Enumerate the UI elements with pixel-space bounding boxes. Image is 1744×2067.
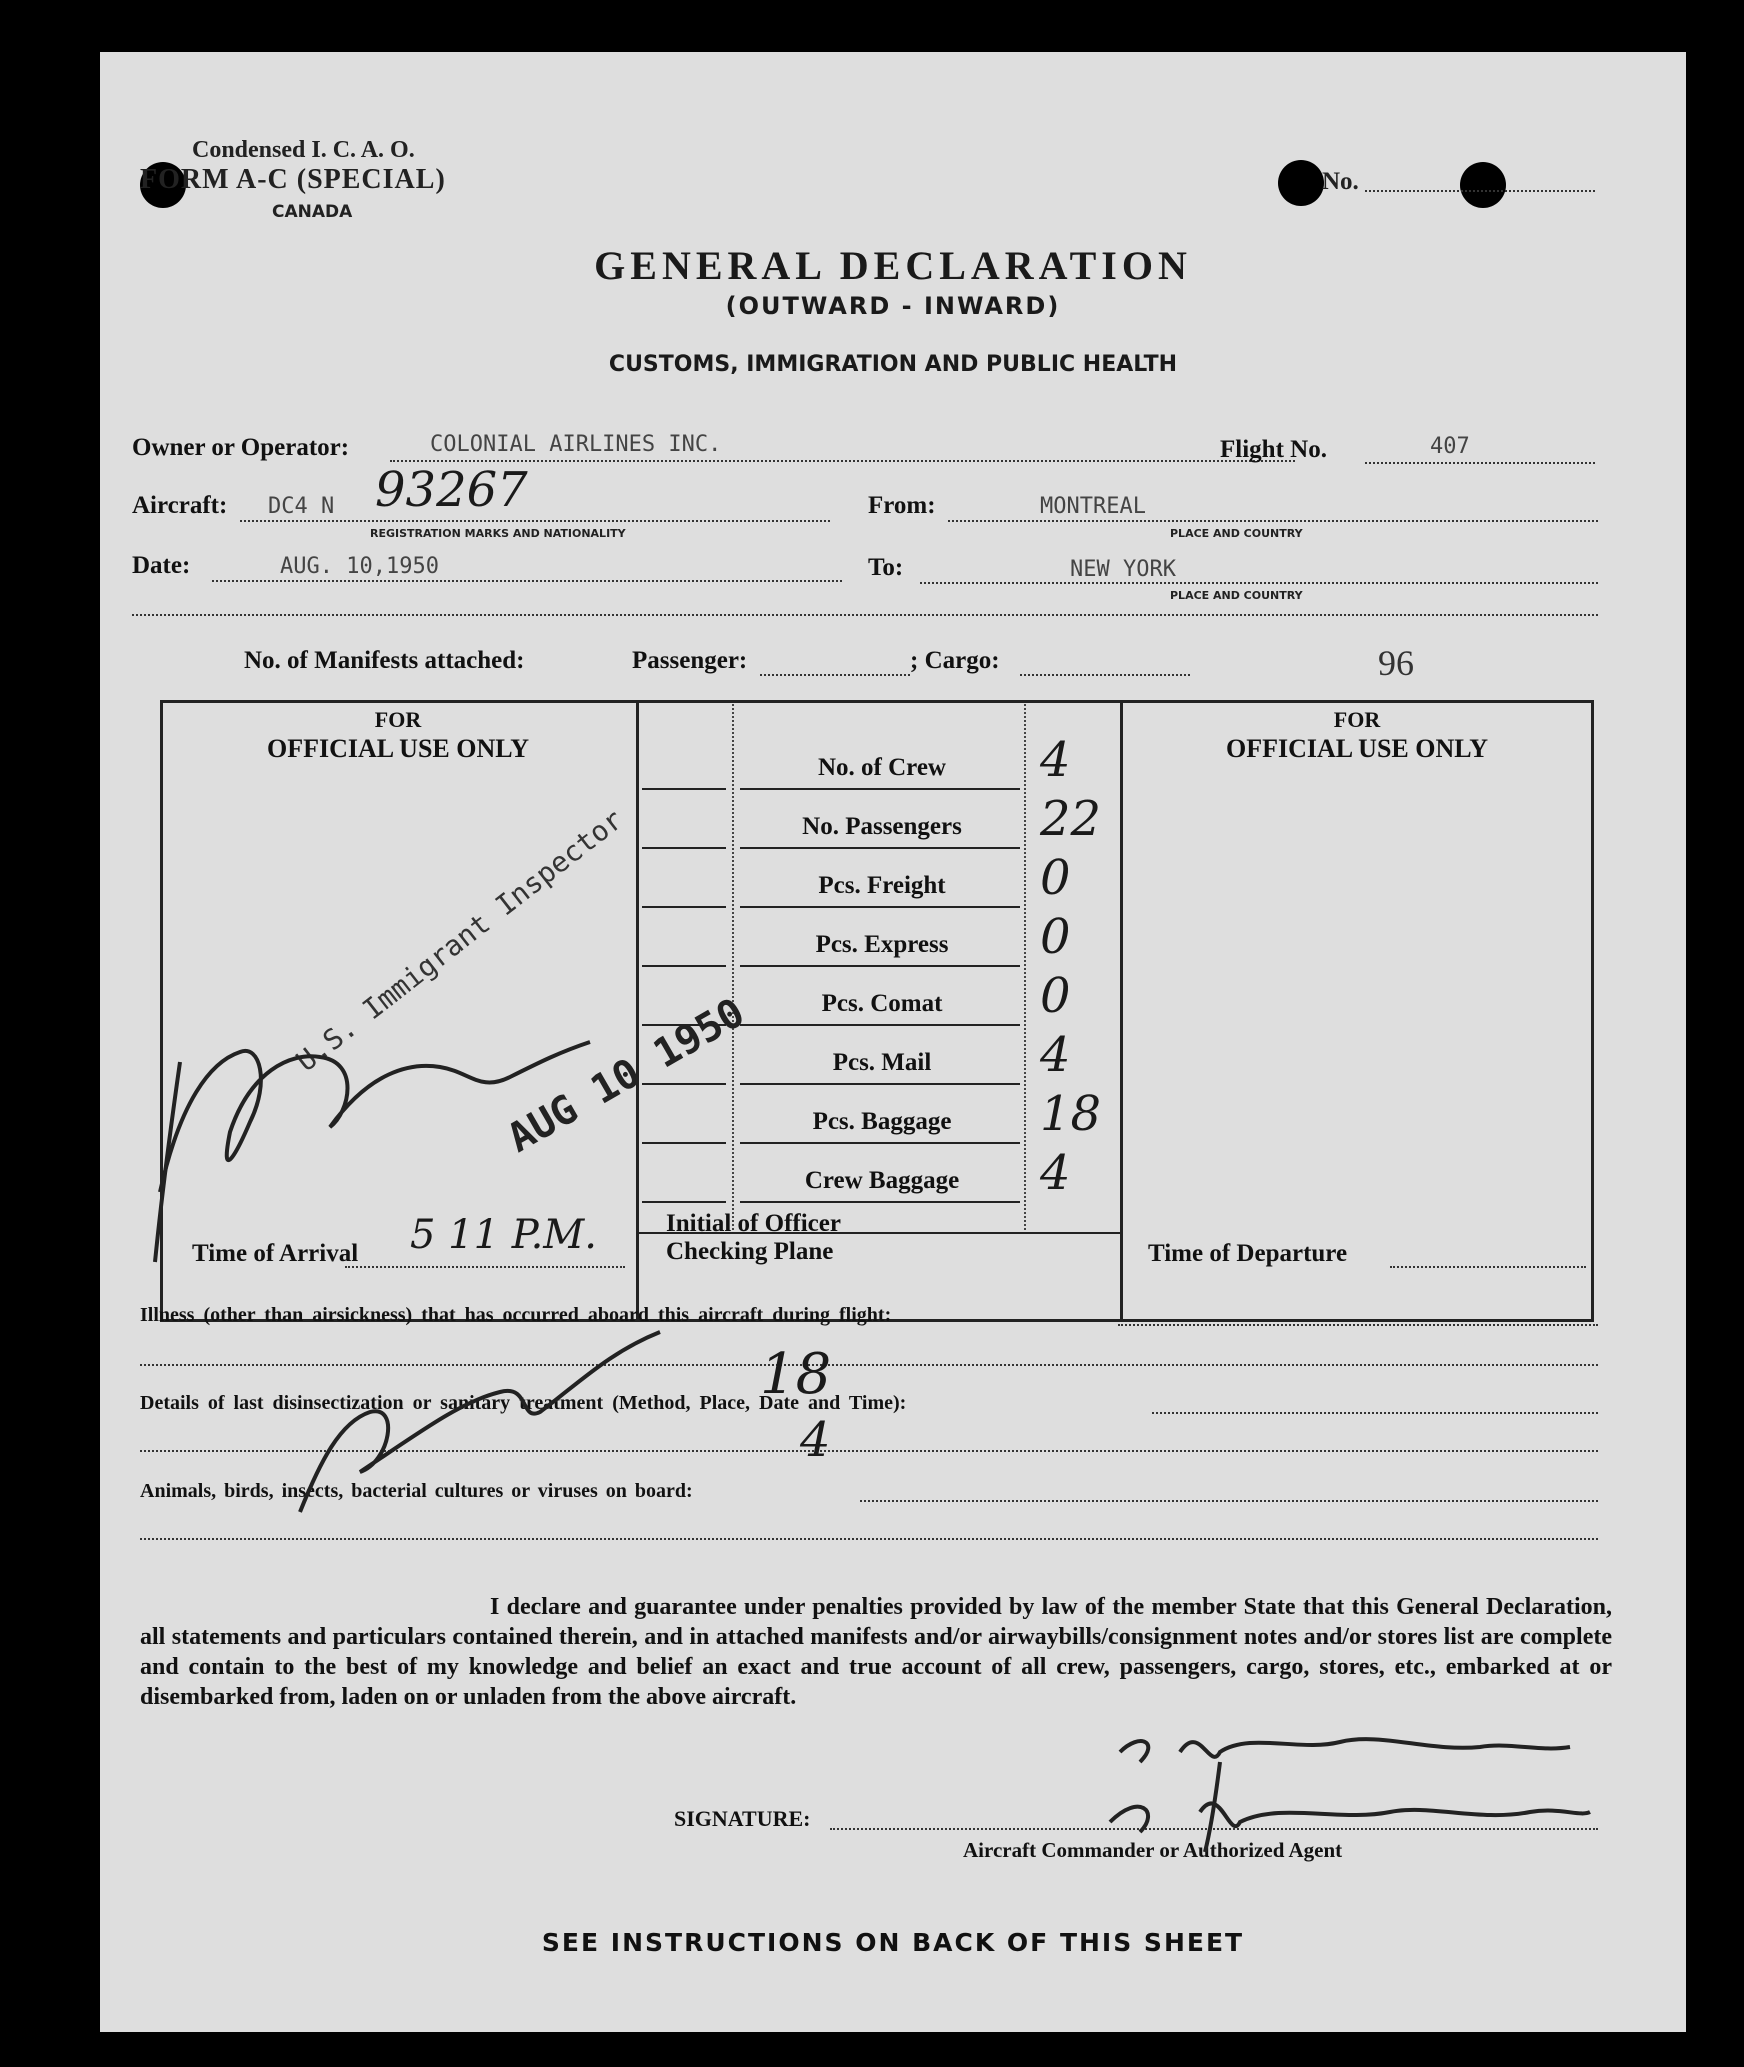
row-label: No. of Crew xyxy=(818,754,946,781)
punch-hole xyxy=(1460,162,1506,208)
punch-hole xyxy=(1278,160,1324,206)
immigration-stamp: U.S. Immigrant Inspector xyxy=(290,802,630,1079)
row-rule xyxy=(740,965,1020,967)
cargo-label: ; Cargo: xyxy=(910,647,1000,674)
official-left-for: FOR xyxy=(374,707,422,732)
number-label: No. xyxy=(1322,168,1359,195)
row-label: Crew Baggage xyxy=(804,1167,960,1194)
row-rule xyxy=(642,906,726,908)
row-label: Pcs. Express xyxy=(815,931,949,958)
owner-label: Owner or Operator: xyxy=(132,434,350,461)
row-label: Pcs. Mail xyxy=(832,1049,932,1076)
animals-label: Animals, birds, insects, bacterial cultures or viruses on board: xyxy=(140,1480,693,1502)
hand-note-2: 4 xyxy=(800,1412,831,1468)
initial-label-2: Checking Plane xyxy=(666,1238,834,1265)
row-rule xyxy=(740,788,1020,790)
table-divider xyxy=(1120,700,1123,1322)
stamp-date: AUG 10 1950 xyxy=(500,989,753,1162)
agencies-heading: CUSTOMS, IMMIGRATION AND PUBLIC HEALTH xyxy=(608,352,1178,377)
from-value: MONTREAL xyxy=(1040,494,1146,519)
aircraft-line xyxy=(240,520,830,522)
official-right-title: OFFICIAL USE ONLY xyxy=(1226,734,1488,763)
commander-signature xyxy=(1100,1712,1600,1852)
flight-value: 407 xyxy=(1430,434,1470,459)
illness-line xyxy=(1118,1324,1598,1326)
row-value: 0 xyxy=(1040,968,1071,1024)
row-rule xyxy=(740,1024,1020,1026)
declaration-sheet xyxy=(100,52,1686,2032)
aircraft-handwritten: 93267 xyxy=(375,462,528,518)
disinsect-label: Details of last disinsectization or sanitary treatment (Method, Place, Date and Time): xyxy=(140,1392,907,1414)
to-label: To: xyxy=(868,554,904,581)
row-label: No. Passengers xyxy=(802,813,962,840)
passenger-line xyxy=(760,674,910,676)
to-value: NEW YORK xyxy=(1070,557,1176,582)
form-line-1: Condensed I. C. A. O. xyxy=(192,137,415,163)
row-value: 4 xyxy=(1040,1145,1071,1201)
animals-line-2 xyxy=(140,1538,1598,1540)
time-departure-line xyxy=(1390,1266,1586,1268)
row-value: 4 xyxy=(1040,1027,1071,1083)
row-label: Pcs. Freight xyxy=(818,872,946,899)
row-rule xyxy=(740,1201,1020,1203)
aircraft-label: Aircraft: xyxy=(132,492,228,519)
hand-note-1: 18 xyxy=(760,1342,832,1407)
row-label: Pcs. Baggage xyxy=(812,1108,952,1135)
row-value: 4 xyxy=(1040,732,1071,788)
from-caption: PLACE AND COUNTRY xyxy=(1170,527,1303,540)
handwritten-scribble xyxy=(280,1312,700,1532)
cargo-line xyxy=(1020,674,1190,676)
row-rule xyxy=(740,1142,1020,1144)
form-line-3: CANADA xyxy=(272,202,353,222)
blank-line xyxy=(132,614,1598,616)
signature-label: SIGNATURE: xyxy=(674,1806,811,1831)
signature-caption: Aircraft Commander or Authorized Agent xyxy=(963,1838,1343,1862)
time-arrival-label: Time of Arrival xyxy=(192,1240,359,1267)
disinsect-line xyxy=(1152,1412,1598,1414)
table-divider xyxy=(732,704,734,1234)
row-rule xyxy=(642,788,726,790)
stamp-number: 96 xyxy=(1378,643,1414,683)
manifests-label: No. of Manifests attached: xyxy=(244,647,525,674)
row-rule xyxy=(740,906,1020,908)
time-departure-label: Time of Departure xyxy=(1148,1240,1348,1267)
initial-label-1: Initial of Officer xyxy=(666,1210,841,1237)
aircraft-typed: DC4 N xyxy=(268,494,335,519)
page-subtitle: (OUTWARD - INWARD) xyxy=(725,292,1061,320)
form-line-2: FORM A-C (SPECIAL) xyxy=(140,164,446,195)
to-caption: PLACE AND COUNTRY xyxy=(1170,589,1303,602)
row-rule xyxy=(642,965,726,967)
official-right-for: FOR xyxy=(1333,707,1381,732)
row-rule xyxy=(740,847,1020,849)
owner-value: COLONIAL AIRLINES INC. xyxy=(430,432,722,457)
row-label: Pcs. Comat xyxy=(821,990,943,1017)
declaration-text: I declare and guarantee under penalties provided by law of the member State that this General Declaration, all statements and particulars contained therein, and in attached manifests and/or airwaybills/consignment notes and/or stores list are complete and contain to the best of my knowledge and belief an exact and true account of all crew, passengers, cargo, stores, etc., embarked at or disembarked from, laden on or unladen from the above aircraft. xyxy=(140,1594,1612,1710)
row-rule xyxy=(740,1083,1020,1085)
number-line xyxy=(1365,190,1595,192)
table-divider xyxy=(1024,704,1026,1234)
animals-line xyxy=(860,1500,1598,1502)
passenger-label: Passenger: xyxy=(632,647,748,674)
date-value: AUG. 10,1950 xyxy=(280,554,439,579)
flight-line xyxy=(1365,462,1595,464)
row-rule xyxy=(642,1142,726,1144)
date-label: Date: xyxy=(132,552,191,579)
row-value: 0 xyxy=(1040,850,1071,906)
illness-label: Illness (other than airsickness) that has occurred aboard this aircraft during flight: xyxy=(140,1304,892,1326)
row-rule xyxy=(642,847,726,849)
row-rule xyxy=(642,1201,726,1203)
row-value: 0 xyxy=(1040,909,1071,965)
from-label: From: xyxy=(868,492,936,519)
row-value: 18 xyxy=(1040,1086,1102,1142)
row-value: 22 xyxy=(1040,791,1102,847)
footer-instructions: SEE INSTRUCTIONS ON BACK OF THIS SHEET xyxy=(541,1928,1245,1957)
date-line xyxy=(212,580,842,582)
official-left-title: OFFICIAL USE ONLY xyxy=(267,734,529,763)
to-line xyxy=(920,582,1598,584)
flight-label: Flight No. xyxy=(1220,436,1327,463)
time-arrival-value: 5 11 P.M. xyxy=(410,1212,597,1258)
registration-caption: REGISTRATION MARKS AND NATIONALITY xyxy=(370,527,626,540)
from-line xyxy=(948,520,1598,522)
officer-signature xyxy=(120,982,640,1282)
page-title: GENERAL DECLARATION xyxy=(594,243,1192,288)
